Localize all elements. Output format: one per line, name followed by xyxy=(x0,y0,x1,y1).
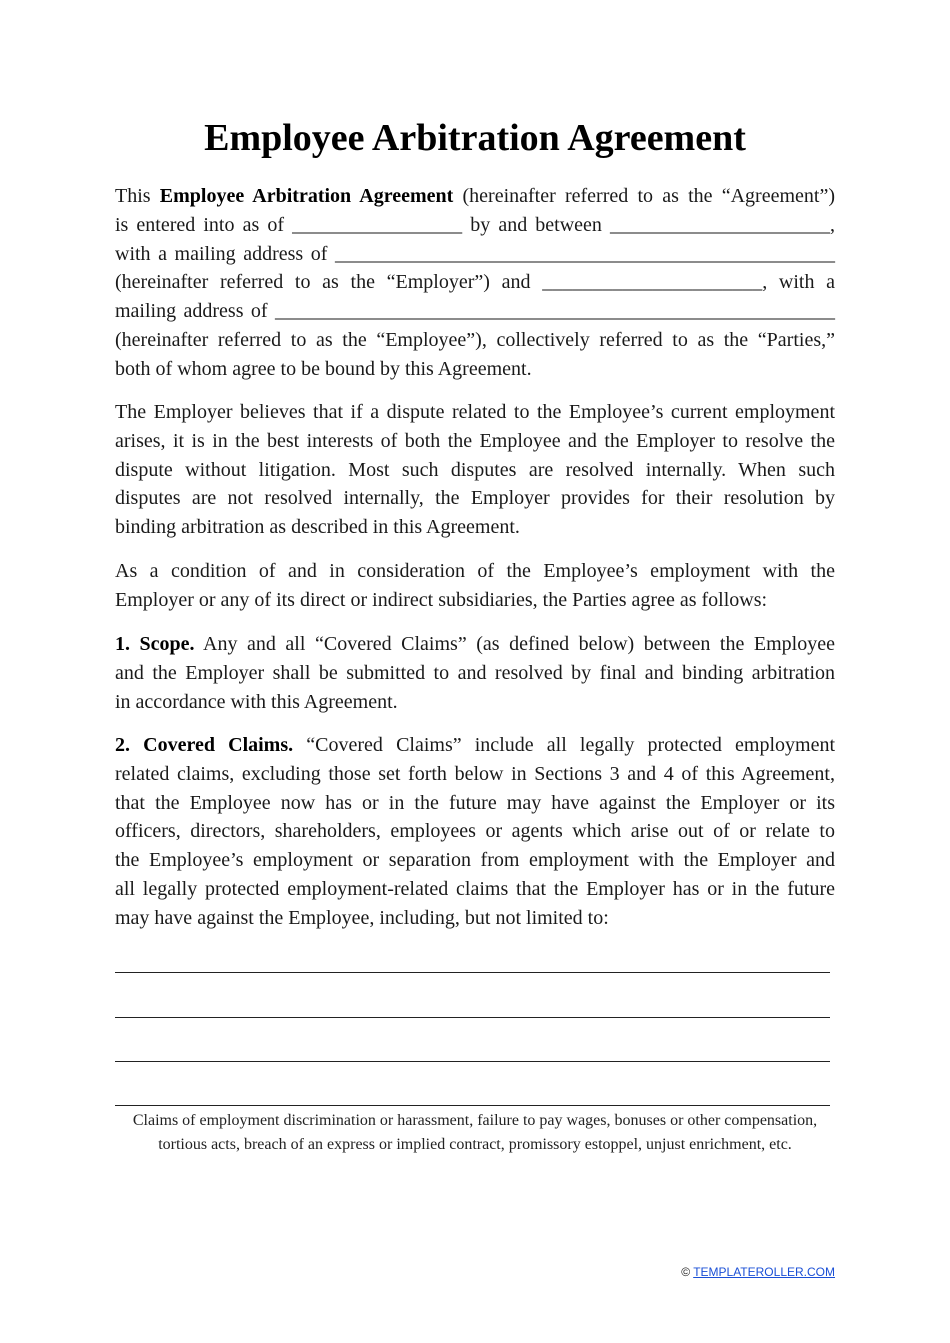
employer-belief-paragraph xyxy=(115,398,835,542)
para2-line-5: binding arbitration as described in this Agreement. xyxy=(115,516,520,538)
intro-line-4: (hereinafter referred to as the “Employer”) and ______________________, with a xyxy=(115,271,836,294)
section2-line-4: officers, directors, shareholders, employees or agents which arise out of or relate to xyxy=(115,820,835,843)
section2-line-5: the Employee’s employment or separation from employment with the Employer and xyxy=(115,849,835,871)
agreement-name: Employee Arbitration Agreement xyxy=(159,185,454,207)
intro-line-3: with a mailing address of __________________________________________________ xyxy=(115,242,835,265)
para3-line-2: Employer or any of its direct or indirect subsidiaries, the Parties agree as follows: xyxy=(115,588,768,611)
section2-line-7: may have against the Employee, including, but not limited to: xyxy=(115,906,609,929)
section1-line-1: 1. Scope. Any and all “Covered Claims” (as defined below) between the Employee xyxy=(115,633,835,655)
section1-line-3: in accordance with this Agreement. xyxy=(115,690,398,713)
section1-heading: 1. Scope. xyxy=(115,633,195,655)
section1-line-2: and the Employer shall be submitted to and resolved by final and binding arbitration xyxy=(115,661,835,684)
employer-name-blank-field[interactable]: ______________________, xyxy=(610,213,836,236)
section2-line-6: all legally protected employment-related claims that the Employer has or in the future xyxy=(115,877,835,900)
employee-name-blank-field[interactable]: ______________________, xyxy=(542,271,768,294)
intro-line-1: This Employee Arbitration Agreement (hereinafter referred to as the “Agreement”) xyxy=(115,185,835,207)
section2-line-1: 2. Covered Claims. “Covered Claims” include all legally protected employment xyxy=(115,734,836,756)
intro-line-5: mailing address of ________________________________________________________ xyxy=(115,300,835,322)
date-blank-field[interactable]: _________________ xyxy=(292,213,463,236)
copyright-symbol: © xyxy=(681,1265,691,1279)
intro-line-7: both of whom agree to be bound by this Agreement. xyxy=(115,357,532,380)
intro-line-6: (hereinafter referred to as the “Employee”), collectively referred to as the “Parties,” xyxy=(115,328,835,351)
condition-paragraph xyxy=(115,557,835,615)
section2-line-2: related claims, excluding those set forth below in Sections 3 and 4 of this Agreement, xyxy=(115,762,835,785)
intro-paragraph xyxy=(115,182,835,383)
claims-blank-line[interactable] xyxy=(115,1017,830,1018)
templateroller-link[interactable]: TEMPLATEROLLER.COM xyxy=(693,1265,835,1279)
claims-example-note: Claims of employment discrimination or harassment, failure to pay wages, bonuses or other compensation, tortious acts, breach of an express or implied contract, promissory estoppel, unjust enrichment, etc. xyxy=(132,1112,818,1153)
para2-line-1: The Employer believes that if a dispute related to the Employee’s current employment xyxy=(115,401,835,423)
document-title: Employee Arbitration Agreement xyxy=(204,117,746,159)
claims-blank-line[interactable] xyxy=(115,972,830,973)
section2-line-3: that the Employee now has or in the future may have against the Employer or its xyxy=(115,791,835,814)
section-covered-claims xyxy=(115,731,835,932)
employee-address-blank-field[interactable]: ________________________________________________________ xyxy=(275,300,835,322)
employer-address-blank-field[interactable]: __________________________________________________ xyxy=(335,242,835,265)
para2-line-2: arises, it is in the best interests of both the Employee and the Employer to resolve the xyxy=(115,429,835,452)
claims-blank-line[interactable] xyxy=(115,1105,830,1106)
section2-heading: 2. Covered Claims. xyxy=(115,734,294,756)
footer-credit xyxy=(681,1265,835,1279)
claims-blank-line[interactable] xyxy=(115,1061,830,1062)
intro-line-2: is entered into as of _________________ by and between ______________________, xyxy=(115,213,836,236)
section-scope xyxy=(115,630,835,716)
para2-line-3: dispute without litigation. Most such disputes are resolved internally. When such xyxy=(115,458,835,481)
para3-line-1: As a condition of and in consideration of the Employee’s employment with the xyxy=(115,560,835,582)
para2-line-4: disputes are not resolved internally, the Employer provides for their resolution by xyxy=(115,487,835,510)
